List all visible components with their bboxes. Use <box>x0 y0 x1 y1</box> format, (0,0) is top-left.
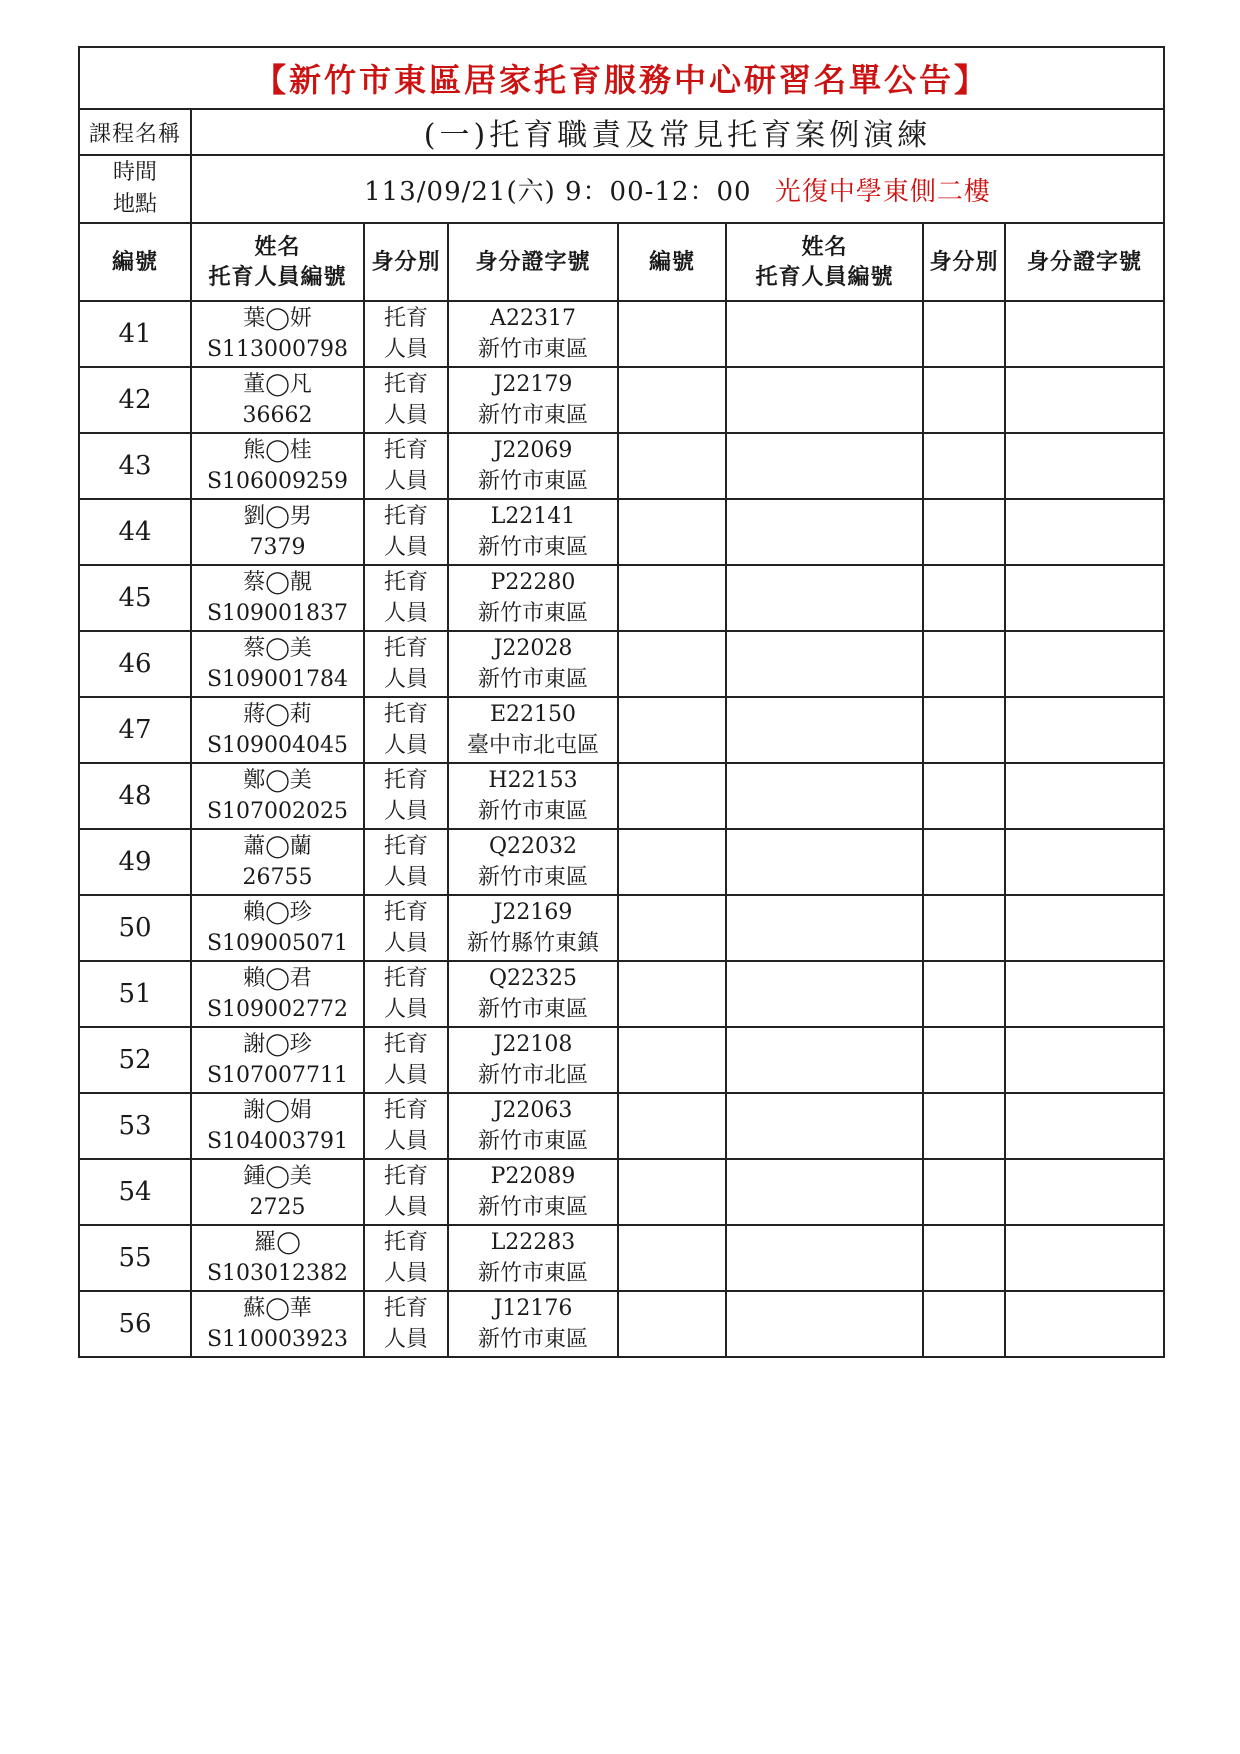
row-name: 羅◯ <box>254 1230 301 1255</box>
row-name-cell <box>191 895 364 961</box>
row-id-cell <box>448 1093 618 1159</box>
empty-cell <box>923 301 1005 367</box>
table-row <box>79 895 1164 961</box>
row-name-cell <box>191 499 364 565</box>
row-name: 賴◯珍 <box>243 900 312 925</box>
header-id-number: 身分證字號 <box>448 223 618 301</box>
row-identity-line2: 人員 <box>383 601 428 626</box>
table-row <box>79 565 1164 631</box>
row-name-cell <box>191 961 364 1027</box>
row-identity-line2: 人員 <box>383 733 428 758</box>
row-region: 新竹市東區 <box>477 667 588 692</box>
empty-cell <box>923 499 1005 565</box>
row-number: 48 <box>79 763 191 829</box>
row-region: 新竹市東區 <box>477 1195 588 1220</box>
row-staff-id: S109004045 <box>206 733 349 758</box>
row-id-code: Q22032 <box>488 834 578 859</box>
row-id-code: J22169 <box>493 900 573 925</box>
empty-cell <box>1005 499 1164 565</box>
row-name-cell <box>191 1291 364 1357</box>
row-id-cell <box>448 433 618 499</box>
row-staff-id: S107007711 <box>206 1063 349 1088</box>
empty-cell <box>618 433 726 499</box>
row-identity-cell <box>364 565 448 631</box>
row-identity-cell <box>364 367 448 433</box>
row-number: 45 <box>79 565 191 631</box>
row-number: 53 <box>79 1093 191 1159</box>
row-id-code: P22089 <box>490 1164 576 1189</box>
table-row <box>79 433 1164 499</box>
empty-cell <box>726 433 923 499</box>
row-region: 新竹市東區 <box>477 601 588 626</box>
row-identity-cell <box>364 1027 448 1093</box>
empty-cell <box>1005 1159 1164 1225</box>
row-staff-id: 2725 <box>249 1195 306 1220</box>
row-id-code: J22108 <box>493 1032 573 1057</box>
empty-cell <box>618 301 726 367</box>
schedule-datetime: 113/09/21(六) 9：00-12：00 <box>364 176 752 207</box>
row-id-code: J22069 <box>493 438 573 463</box>
row-identity-line2: 人員 <box>383 865 428 890</box>
row-name-cell <box>191 301 364 367</box>
row-identity-cell <box>364 433 448 499</box>
row-identity-line1: 托育 <box>383 1032 428 1057</box>
row-region: 新竹市東區 <box>477 865 588 890</box>
empty-cell <box>923 367 1005 433</box>
row-id-cell <box>448 1159 618 1225</box>
empty-cell <box>923 697 1005 763</box>
schedule-label-place: 地點 <box>112 192 157 217</box>
row-number: 49 <box>79 829 191 895</box>
header-name-2-line1: 姓名 <box>801 234 848 260</box>
row-number: 44 <box>79 499 191 565</box>
row-identity-line1: 托育 <box>383 438 428 463</box>
row-identity-line1: 托育 <box>383 768 428 793</box>
table-row <box>79 1159 1164 1225</box>
empty-cell <box>1005 1225 1164 1291</box>
row-identity-cell <box>364 499 448 565</box>
roster-table <box>78 46 1165 1358</box>
row-id-cell <box>448 1225 618 1291</box>
row-identity-line1: 托育 <box>383 504 428 529</box>
row-number: 56 <box>79 1291 191 1357</box>
row-region: 新竹市東區 <box>477 997 588 1022</box>
table-row <box>79 1291 1164 1357</box>
empty-cell <box>618 895 726 961</box>
empty-cell <box>618 1225 726 1291</box>
row-identity-line2: 人員 <box>383 1327 428 1352</box>
row-id-cell <box>448 367 618 433</box>
header-identity: 身分別 <box>364 223 448 301</box>
empty-cell <box>726 1027 923 1093</box>
row-staff-id: S107002025 <box>206 799 349 824</box>
course-name: (一)托育職責及常見托育案例演練 <box>191 109 1164 155</box>
row-identity-line1: 托育 <box>383 636 428 661</box>
empty-cell <box>923 433 1005 499</box>
row-number: 43 <box>79 433 191 499</box>
row-identity-line1: 托育 <box>383 966 428 991</box>
row-number: 42 <box>79 367 191 433</box>
row-name-cell <box>191 697 364 763</box>
empty-cell <box>618 961 726 1027</box>
row-staff-id: S110003923 <box>206 1327 349 1352</box>
row-number: 52 <box>79 1027 191 1093</box>
row-identity-line2: 人員 <box>383 1261 428 1286</box>
row-name: 蔣◯莉 <box>243 702 312 727</box>
empty-cell <box>618 1291 726 1357</box>
row-staff-id: S113000798 <box>206 337 349 362</box>
empty-cell <box>923 961 1005 1027</box>
row-region: 新竹市東區 <box>477 535 588 560</box>
empty-cell <box>618 631 726 697</box>
row-region: 新竹市東區 <box>477 799 588 824</box>
row-number: 46 <box>79 631 191 697</box>
row-id-cell <box>448 829 618 895</box>
course-label: 課程名稱 <box>79 109 191 155</box>
row-region: 新竹市東區 <box>477 469 588 494</box>
row-region: 新竹市北區 <box>477 1063 588 1088</box>
row-identity-line1: 托育 <box>383 1296 428 1321</box>
table-row <box>79 829 1164 895</box>
row-id-cell <box>448 565 618 631</box>
row-number: 51 <box>79 961 191 1027</box>
row-identity-line1: 托育 <box>383 834 428 859</box>
empty-cell <box>923 829 1005 895</box>
header-name-line2: 托育人員編號 <box>208 264 347 290</box>
schedule-value <box>191 155 1164 223</box>
row-id-cell <box>448 301 618 367</box>
row-name: 賴◯君 <box>243 966 312 991</box>
row-name: 謝◯娟 <box>243 1098 312 1123</box>
empty-cell <box>923 763 1005 829</box>
row-staff-id: S109005071 <box>206 931 349 956</box>
row-identity-cell <box>364 1291 448 1357</box>
row-identity-cell <box>364 763 448 829</box>
empty-cell <box>618 565 726 631</box>
row-identity-line2: 人員 <box>383 1195 428 1220</box>
row-identity-line2: 人員 <box>383 535 428 560</box>
page-title: 【新竹市東區居家托育服務中心研習名單公告】 <box>79 47 1164 109</box>
empty-cell <box>726 1225 923 1291</box>
empty-cell <box>726 631 923 697</box>
empty-cell <box>726 829 923 895</box>
row-name: 蕭◯蘭 <box>243 834 312 859</box>
empty-cell <box>726 499 923 565</box>
row-id-code: P22280 <box>490 570 576 595</box>
row-identity-line1: 托育 <box>383 1098 428 1123</box>
row-staff-id: S106009259 <box>206 469 349 494</box>
row-name: 鍾◯美 <box>243 1164 312 1189</box>
table-row <box>79 1027 1164 1093</box>
empty-cell <box>618 1093 726 1159</box>
row-name-cell <box>191 1093 364 1159</box>
table-row <box>79 631 1164 697</box>
empty-cell <box>923 895 1005 961</box>
row-id-cell <box>448 1291 618 1357</box>
row-staff-id: S109001784 <box>206 667 349 692</box>
row-staff-id: 7379 <box>249 535 306 560</box>
row-identity-line1: 托育 <box>383 570 428 595</box>
row-identity-line1: 托育 <box>383 900 428 925</box>
row-name: 蘇◯華 <box>243 1296 312 1321</box>
row-region: 新竹市東區 <box>477 1327 588 1352</box>
row-name-cell <box>191 433 364 499</box>
row-identity-line2: 人員 <box>383 337 428 362</box>
row-number: 47 <box>79 697 191 763</box>
row-name: 葉◯妍 <box>243 306 312 331</box>
empty-cell <box>923 1027 1005 1093</box>
row-id-cell <box>448 499 618 565</box>
empty-cell <box>618 1159 726 1225</box>
empty-cell <box>1005 763 1164 829</box>
row-id-code: Q22325 <box>488 966 578 991</box>
header-name-line1: 姓名 <box>254 234 301 260</box>
row-region: 臺中市北屯區 <box>466 733 599 758</box>
empty-cell <box>726 301 923 367</box>
row-staff-id: 26755 <box>242 865 313 890</box>
row-name: 謝◯珍 <box>243 1032 312 1057</box>
row-identity-line2: 人員 <box>383 799 428 824</box>
empty-cell <box>726 895 923 961</box>
table-row <box>79 763 1164 829</box>
empty-cell <box>1005 565 1164 631</box>
row-identity-line1: 托育 <box>383 372 428 397</box>
header-name <box>191 223 364 301</box>
empty-cell <box>1005 367 1164 433</box>
row-identity-cell <box>364 829 448 895</box>
row-id-cell <box>448 895 618 961</box>
row-staff-id: S109002772 <box>206 997 349 1022</box>
schedule-label-time: 時間 <box>112 160 157 185</box>
row-identity-cell <box>364 1225 448 1291</box>
row-number: 41 <box>79 301 191 367</box>
empty-cell <box>923 1159 1005 1225</box>
row-id-code: L22141 <box>490 504 576 529</box>
row-id-code: L22283 <box>490 1230 576 1255</box>
empty-cell <box>618 367 726 433</box>
empty-cell <box>1005 829 1164 895</box>
row-id-cell <box>448 1027 618 1093</box>
schedule-label <box>79 155 191 223</box>
row-region: 新竹縣竹東鎮 <box>466 931 599 956</box>
row-identity-cell <box>364 631 448 697</box>
row-name-cell <box>191 631 364 697</box>
row-number: 55 <box>79 1225 191 1291</box>
row-name-cell <box>191 565 364 631</box>
empty-cell <box>1005 1093 1164 1159</box>
empty-cell <box>923 631 1005 697</box>
empty-cell <box>923 1225 1005 1291</box>
row-identity-line1: 托育 <box>383 306 428 331</box>
row-name: 董◯凡 <box>243 372 312 397</box>
table-row <box>79 499 1164 565</box>
empty-cell <box>726 1291 923 1357</box>
row-name: 蔡◯美 <box>243 636 312 661</box>
row-name-cell <box>191 367 364 433</box>
row-id-cell <box>448 961 618 1027</box>
empty-cell <box>1005 631 1164 697</box>
row-identity-line2: 人員 <box>383 403 428 428</box>
empty-cell <box>618 1027 726 1093</box>
row-identity-line2: 人員 <box>383 997 428 1022</box>
header-number-2: 編號 <box>618 223 726 301</box>
row-name-cell <box>191 763 364 829</box>
empty-cell <box>1005 433 1164 499</box>
row-name-cell <box>191 1225 364 1291</box>
table-row <box>79 301 1164 367</box>
row-number: 54 <box>79 1159 191 1225</box>
row-identity-line2: 人員 <box>383 1129 428 1154</box>
empty-cell <box>618 499 726 565</box>
row-id-cell <box>448 697 618 763</box>
row-identity-line1: 托育 <box>383 702 428 727</box>
row-id-code: J12176 <box>493 1296 573 1321</box>
empty-cell <box>923 1291 1005 1357</box>
row-id-cell <box>448 763 618 829</box>
row-id-code: J22179 <box>493 372 573 397</box>
row-number: 50 <box>79 895 191 961</box>
header-number: 編號 <box>79 223 191 301</box>
schedule-location: 光復中學東側二樓 <box>774 176 991 207</box>
row-identity-cell <box>364 1159 448 1225</box>
empty-cell <box>726 565 923 631</box>
empty-cell <box>726 1159 923 1225</box>
empty-cell <box>618 829 726 895</box>
row-name: 鄭◯美 <box>243 768 312 793</box>
table-row <box>79 367 1164 433</box>
empty-cell <box>923 565 1005 631</box>
row-staff-id: 36662 <box>242 403 313 428</box>
empty-cell <box>726 697 923 763</box>
row-identity-cell <box>364 301 448 367</box>
row-name: 蔡◯靚 <box>243 570 312 595</box>
row-identity-line2: 人員 <box>383 667 428 692</box>
empty-cell <box>1005 895 1164 961</box>
row-name-cell <box>191 1027 364 1093</box>
empty-cell <box>1005 1027 1164 1093</box>
row-identity-cell <box>364 1093 448 1159</box>
header-name-2-line2: 托育人員編號 <box>755 264 894 290</box>
row-id-code: A22317 <box>490 306 576 331</box>
empty-cell <box>618 697 726 763</box>
empty-cell <box>1005 301 1164 367</box>
row-region: 新竹市東區 <box>477 1261 588 1286</box>
empty-cell <box>1005 1291 1164 1357</box>
row-region: 新竹市東區 <box>477 337 588 362</box>
row-identity-line1: 托育 <box>383 1164 428 1189</box>
empty-cell <box>726 763 923 829</box>
header-id-number-2: 身分證字號 <box>1005 223 1164 301</box>
row-id-code: J22063 <box>493 1098 573 1123</box>
row-id-cell <box>448 631 618 697</box>
row-staff-id: S109001837 <box>206 601 349 626</box>
empty-cell <box>1005 961 1164 1027</box>
empty-cell <box>618 763 726 829</box>
empty-cell <box>726 367 923 433</box>
header-name-2 <box>726 223 923 301</box>
empty-cell <box>726 1093 923 1159</box>
row-staff-id: S103012382 <box>206 1261 349 1286</box>
row-name: 劉◯男 <box>243 504 312 529</box>
row-identity-cell <box>364 895 448 961</box>
row-identity-line2: 人員 <box>383 469 428 494</box>
row-id-code: E22150 <box>489 702 577 727</box>
row-region: 新竹市東區 <box>477 1129 588 1154</box>
row-name-cell <box>191 829 364 895</box>
empty-cell <box>1005 697 1164 763</box>
row-staff-id: S104003791 <box>206 1129 349 1154</box>
row-name-cell <box>191 1159 364 1225</box>
row-identity-line2: 人員 <box>383 931 428 956</box>
empty-cell <box>923 1093 1005 1159</box>
row-region: 新竹市東區 <box>477 403 588 428</box>
table-row <box>79 1225 1164 1291</box>
table-row <box>79 1093 1164 1159</box>
row-identity-line2: 人員 <box>383 1063 428 1088</box>
empty-cell <box>726 961 923 1027</box>
row-id-code: H22153 <box>488 768 578 793</box>
header-identity-2: 身分別 <box>923 223 1005 301</box>
row-identity-cell <box>364 697 448 763</box>
table-row <box>79 697 1164 763</box>
row-identity-cell <box>364 961 448 1027</box>
row-id-code: J22028 <box>493 636 573 661</box>
table-row <box>79 961 1164 1027</box>
row-identity-line1: 托育 <box>383 1230 428 1255</box>
row-name: 熊◯桂 <box>243 438 312 463</box>
